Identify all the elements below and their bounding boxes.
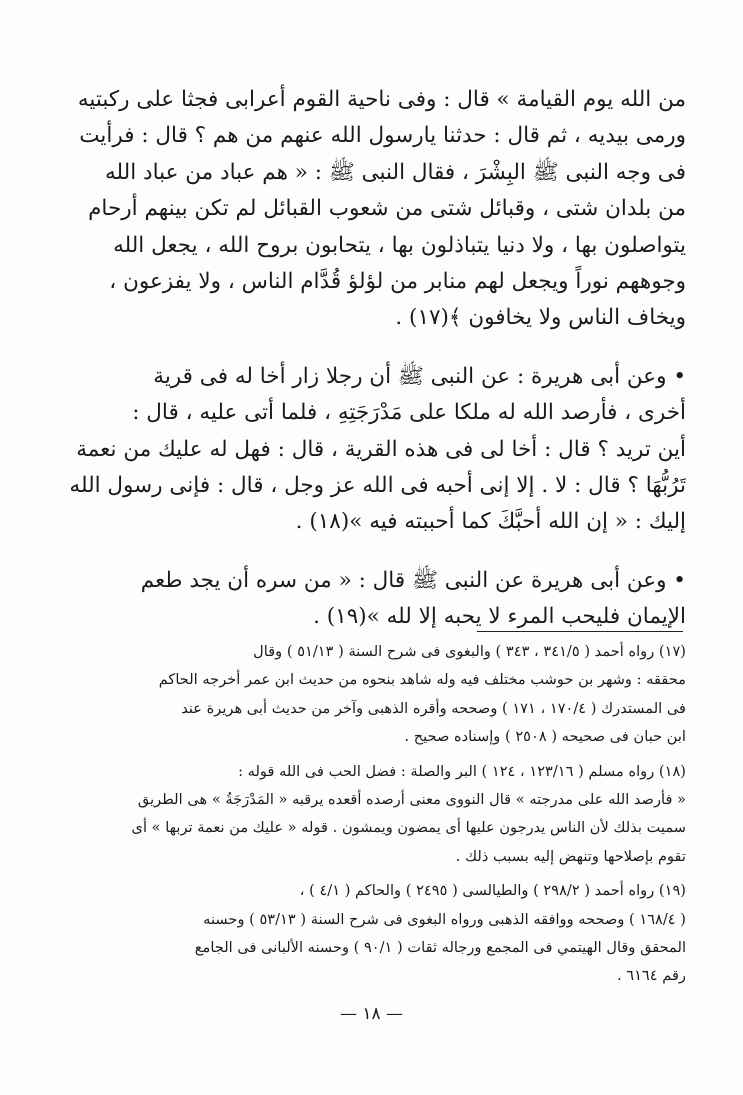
text-line: ورمى بيديه ، ثم قال : حدثنا يارسول الله عنهم من هم ؟ قال : فرأيت <box>79 123 686 149</box>
paragraph-spacer <box>56 541 686 563</box>
footnote-18 <box>56 758 686 872</box>
text-line: فى وجه النبى ﷺ البِشْرَ ، فقال النبى ﷺ : « هم عباد من عباد الله <box>105 159 686 185</box>
text-line: • وعن أبى هريرة : عن النبى ﷺ أن رجلا زار أخا له فى قرية <box>153 363 686 389</box>
main-text <box>56 82 686 636</box>
text-line: تَرُبُّهَا ؟ قال : لا . إلا إنى أحبه فى الله عز وجل ، قال : فإنى رسول الله <box>69 473 686 499</box>
footnote-17 <box>56 638 686 752</box>
footnote-line: « فأرصد الله على مدرجته » قال النووى معنى أرصده أقعده يرقبه « المَدْرَجَةُ » هى الطريق <box>137 791 686 809</box>
page-number: — ١٨ — <box>339 1004 404 1024</box>
text-line: من الله يوم القيامة » قال : وفى ناحية القوم أعرابى فجثا على ركبتيه <box>77 87 686 112</box>
text-line: • وعن أبى هريرة عن النبى ﷺ قال : « من سره أن يجد طعم <box>140 567 686 593</box>
footnotes <box>56 638 686 997</box>
footnote-line: (١٩) رواه أحمد ( ٢٩٨/٢ ) والطيالسى ( ٢٤٩٥ ) والحاكم ( ٤/١ ) ، <box>299 882 686 900</box>
paragraph-spacer <box>56 337 686 359</box>
footnote-line: تقوم بإصلاحها وتنهض إليه بسبب ذلك . <box>455 847 686 865</box>
paragraph-2 <box>56 359 686 541</box>
text-line: من بلدان شتى ، وقبائل شتى من شعوب القبائل لم تكن بينهم أرحام <box>88 196 686 222</box>
footnote-19 <box>56 877 686 991</box>
text-line: أين تريد ؟ قال : أخا لى فى هذه القرية ، قال : فهل له عليك من نعمة <box>76 436 686 462</box>
paragraph-3 <box>56 563 686 636</box>
footnote-line: المحقق وقال الهيتمي فى المجمع ورجاله ثقات ( ٩٠/١ ) وحسنه الألبانى فى الجامع <box>194 939 686 957</box>
footnote-line: فى المستدرك ( ١٧٠/٤ ، ١٧١ ) وصححه وأقره الذهبى وآخر من حديث أبى هريرة عند <box>181 699 686 717</box>
text-line: أخرى ، فأرصد الله له ملكا على مَدْرَجَتِهِ ، فلما أتى عليه ، قال : <box>132 400 686 426</box>
footnote-line: سميت بذلك لأن الناس يدرجون عليها أى يمضون ويمشون . قوله « عليك من نعمة تربها » أى <box>131 819 686 837</box>
text-line: وجوههم نوراً ويجعل لهم منابر من لؤلؤ قُدَّام الناس ، ولا يفزعون ، <box>109 269 686 295</box>
text-line: إليك : « إن الله أحبَّكَ كما أحببته فيه »(١٨) . <box>295 509 686 535</box>
footnote-line: محققه : وشهر بن حوشب مختلف فيه وله شاهد بنحوه من حديث ابن عمر أخرجه الحاكم <box>158 671 686 689</box>
footnote-line: (١٨) رواه مسلم ( ١٢٣/١٦ ، ١٢٤ ) البر والصلة : فضل الحب فى الله قوله : <box>238 762 686 780</box>
footnote-line: ( ١٦٨/٤ ) وصححه ووافقه الذهبى ورواه البغوى فى شرح السنة ( ٥٣/١٣ ) وحسنه <box>203 910 686 928</box>
footnote-line: (١٧) رواه أحمد ( ٣٤١/٥ ، ٣٤٣ ) والبغوى فى شرح السنة ( ٥١/١٣ ) وقال <box>253 643 686 660</box>
footnote-line: رقم ٦١٦٤ . <box>616 967 686 985</box>
footnote-line: ابن حبان فى صحيحه ( ٢٥٠٨ ) وإسناده صحيح . <box>404 728 686 746</box>
text-line: يتواصلون بها ، ولا دنيا يتباذلون بها ، يتحابون بروح الله ، يجعل الله <box>113 232 686 258</box>
footnote-separator <box>477 631 683 632</box>
paragraph-1 <box>56 82 686 337</box>
text-line: ويخاف الناس ولا يخافون ﴾(١٧) . <box>395 305 686 331</box>
text-line: الإيمان فليحب المرء لا يحبه إلا لله »(١٩) . <box>313 604 686 630</box>
